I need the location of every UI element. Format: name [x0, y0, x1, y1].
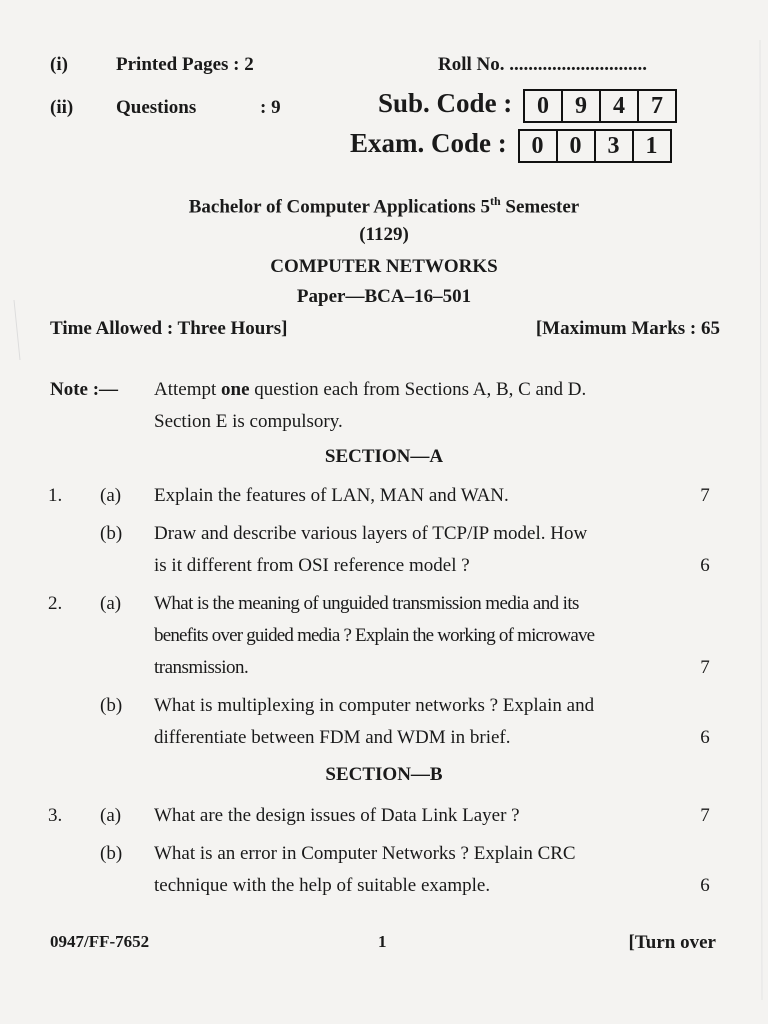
exam-code-boxes: [518, 129, 672, 163]
section-a-heading: SECTION—A: [324, 446, 444, 467]
subquestion-label: (b): [100, 695, 123, 716]
exam-code-digit: 3: [596, 131, 634, 161]
course-title-suffix: Semester: [500, 196, 580, 218]
footer-code: 0947/FF-7652: [50, 932, 150, 951]
questions-label: Questions: [116, 97, 197, 118]
question-text: What is multiplexing in computer networks ? Explain and: [154, 695, 595, 716]
paper-code: (1129): [359, 224, 409, 245]
question-number: 1.: [48, 485, 63, 506]
subject-title: COMPUTER NETWORKS: [270, 256, 498, 277]
exam-code-digit: 0: [520, 131, 558, 161]
sub-code-digit: 0: [525, 91, 563, 121]
course-title-sup: th: [489, 194, 501, 208]
turn-over: [Turn over: [628, 932, 716, 953]
roll-no: Roll No. .............................: [438, 54, 647, 75]
course-title: [0, 194, 768, 218]
note-emphasis: one: [221, 379, 250, 400]
question-marks: 7: [700, 657, 710, 678]
question-marks: 6: [700, 555, 710, 576]
sub-code-boxes: [523, 89, 677, 123]
question-number: 2.: [48, 593, 63, 614]
question-text: differentiate between FDM and WDM in brief.: [154, 727, 511, 748]
course-title-prefix: Bachelor of Computer Applications 5: [188, 196, 490, 218]
sub-code-digit: 9: [563, 91, 601, 121]
question-text: Explain the features of LAN, MAN and WAN.: [154, 485, 509, 506]
note-text: question each from Sections A, B, C and D.: [249, 379, 587, 400]
question-text: transmission.: [154, 657, 249, 678]
printed-pages-number: (i): [50, 54, 68, 75]
question-text: benefits over guided media ? Explain the working of microwave: [154, 625, 595, 646]
paper-number: Paper—BCA–16–501: [296, 286, 472, 307]
note-label: Note :—: [50, 379, 119, 400]
question-text: What is the meaning of unguided transmission media and its: [154, 593, 579, 614]
note-line-1: [154, 374, 586, 406]
sub-code-digit: 4: [601, 91, 639, 121]
exam-code-digit: 0: [558, 131, 596, 161]
question-text: Draw and describe various layers of TCP/IP model. How: [154, 523, 588, 544]
questions-number: (ii): [50, 97, 74, 118]
question-marks: 6: [700, 875, 710, 896]
subquestion-label: (a): [100, 805, 122, 826]
subquestion-label: (a): [100, 593, 122, 614]
sub-code-label: Sub. Code :: [378, 88, 513, 118]
question-marks: 7: [700, 485, 710, 506]
question-text: technique with the help of suitable example.: [154, 875, 491, 896]
printed-pages: Printed Pages : 2: [116, 54, 254, 75]
question-text: What is an error in Computer Networks ? Explain CRC: [154, 843, 576, 864]
question-marks: 6: [700, 727, 710, 748]
subquestion-label: (b): [100, 843, 123, 864]
exam-code: [350, 128, 672, 163]
section-b-heading: SECTION—B: [325, 764, 443, 785]
question-marks: 7: [700, 805, 710, 826]
maximum-marks: [Maximum Marks : 65: [535, 318, 720, 339]
questions-value: : 9: [260, 97, 281, 118]
note-line-2: Section E is compulsory.: [154, 411, 343, 432]
question-text: is it different from OSI reference model ?: [154, 555, 470, 576]
note-text: Attempt: [154, 379, 222, 400]
time-allowed: Time Allowed : Three Hours]: [50, 318, 288, 339]
sub-code-digit: 7: [651, 92, 664, 119]
question-number: 3.: [48, 805, 63, 826]
exam-code-label: Exam. Code :: [350, 128, 507, 158]
exam-code-digit: 1: [645, 132, 658, 159]
subquestion-label: (b): [100, 523, 123, 544]
sub-code: [378, 88, 677, 123]
question-text: What are the design issues of Data Link Layer ?: [154, 805, 520, 826]
page-number: 1: [378, 932, 387, 951]
subquestion-label: (a): [100, 485, 122, 506]
